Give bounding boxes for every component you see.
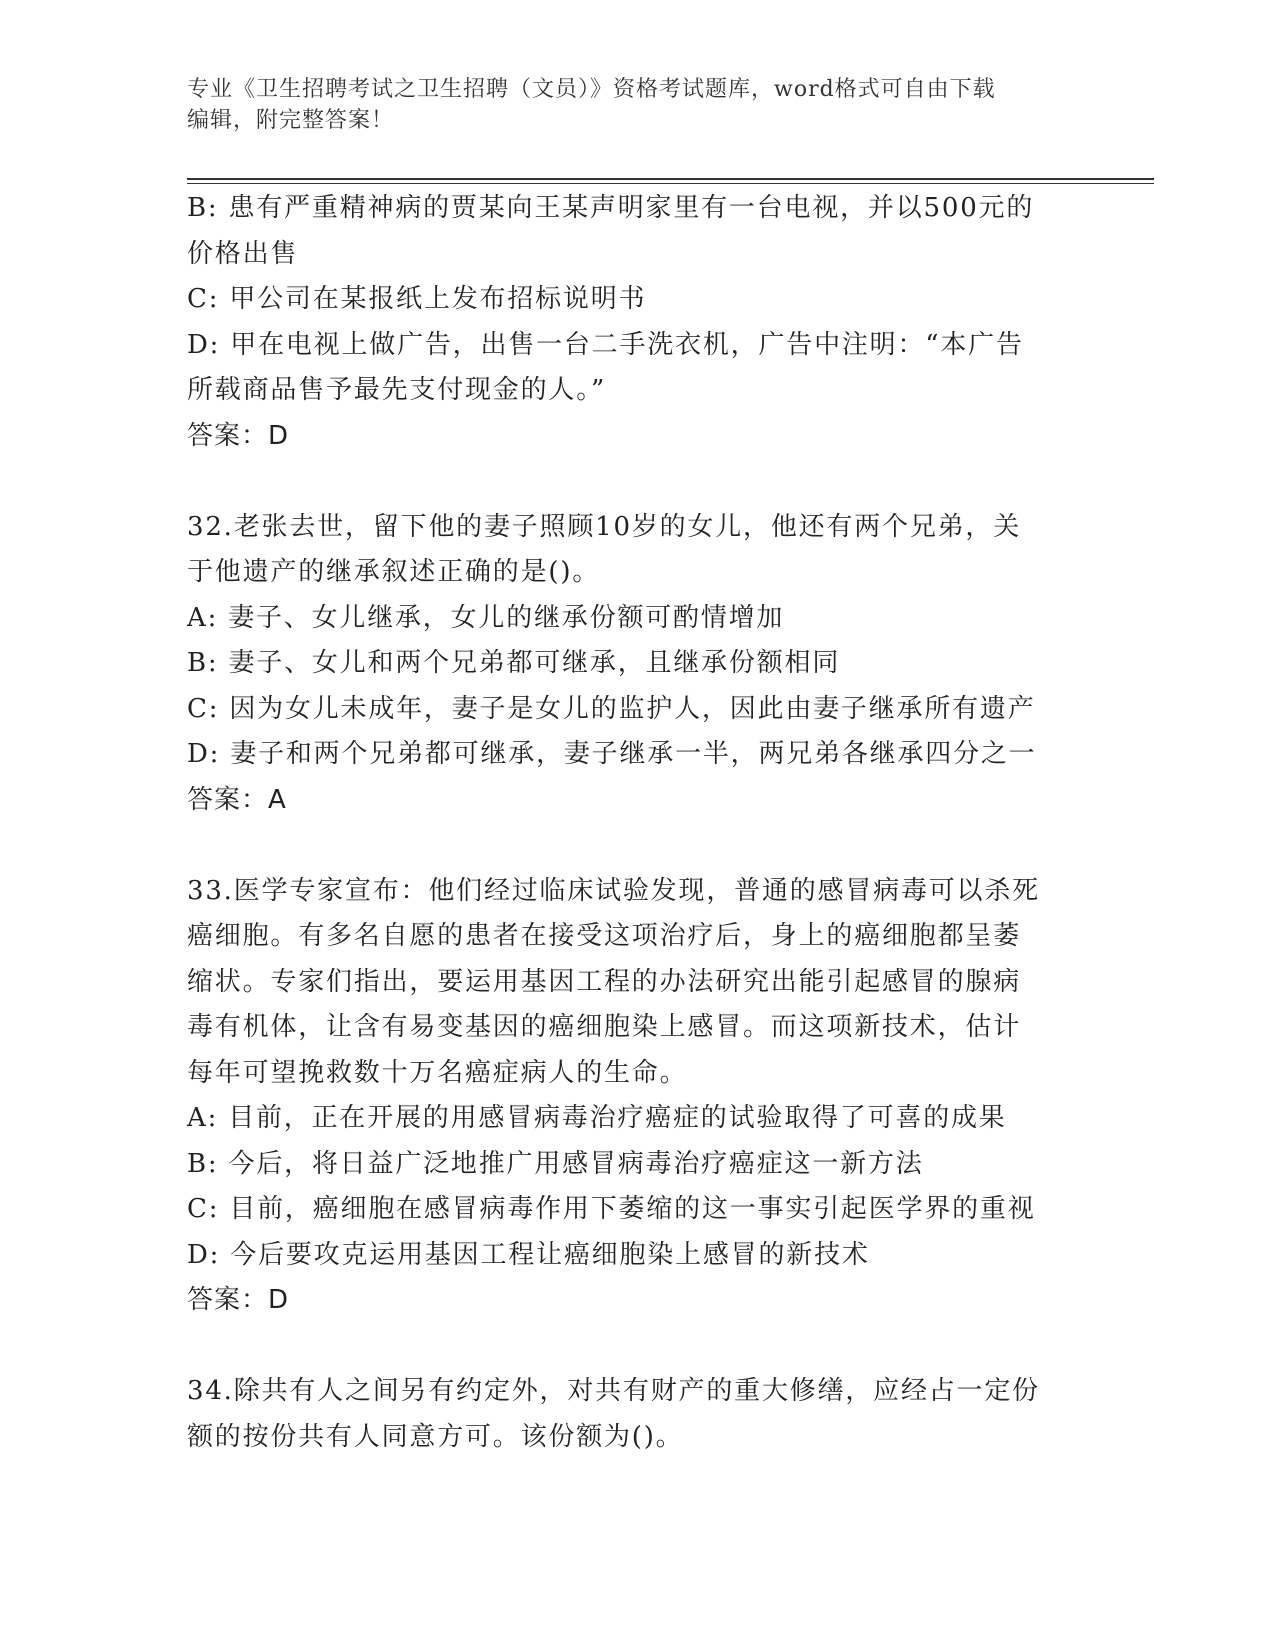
spacer xyxy=(187,823,1087,869)
question-31-continuation xyxy=(187,186,1087,459)
document-header xyxy=(187,74,1087,136)
question-33 xyxy=(187,869,1087,1324)
answer-31: 答案：D xyxy=(187,420,290,451)
question-stem-cont: 每年可望挽救数十万名癌症病人的生命。 xyxy=(187,1057,688,1088)
header-line-1: 专业《卫生招聘考试之卫生招聘（文员）》资格考试题库，word格式可自由下载 xyxy=(187,77,996,102)
option-d-cont: 所载商品售予最先支付现金的人。” xyxy=(187,375,607,405)
header-divider-thick xyxy=(187,178,1154,180)
question-stem: 34.除共有人之间另有约定外，对共有财产的重大修缮，应经占一定份 xyxy=(187,1376,1040,1406)
option-d: D: 今后要攻克运用基因工程让癌细胞染上感冒的新技术 xyxy=(187,1239,870,1270)
option-a: A: 目前，正在开展的用感冒病毒治疗癌症的试验取得了可喜的成果 xyxy=(187,1103,1007,1133)
option-b: B: 今后，将日益广泛地推广用感冒病毒治疗癌症这一新方法 xyxy=(187,1148,924,1179)
answer-33: 答案：D xyxy=(187,1285,290,1315)
option-b-cont: 价格出售 xyxy=(187,238,299,269)
question-stem: 32.老张去世，留下他的妻子照顾10岁的女儿，他还有两个兄弟，关 xyxy=(187,511,1022,542)
question-stem-cont: 毒有机体，让含有易变基因的癌细胞染上感冒。而这项新技术，估计 xyxy=(187,1012,1022,1042)
spacer xyxy=(187,1324,1087,1370)
option-c: C: 因为女儿未成年，妻子是女儿的监护人，因此由妻子继承所有遗产 xyxy=(187,693,1036,724)
header-divider-thin xyxy=(187,183,1154,184)
question-stem-cont: 癌细胞。有多名自愿的患者在接受这项治疗后，身上的癌细胞都呈萎 xyxy=(187,921,1022,951)
question-34 xyxy=(187,1369,1087,1460)
option-c: C: 甲公司在某报纸上发布招标说明书 xyxy=(187,284,647,314)
question-stem-cont: 缩状。专家们指出，要运用基因工程的办法研究出能引起感冒的腺病 xyxy=(187,966,1022,997)
option-a: A: 妻子、女儿继承，女儿的继承份额可酌情增加 xyxy=(187,602,785,633)
question-content xyxy=(187,186,1087,1460)
question-stem-cont: 额的按份共有人同意方可。该份额为()。 xyxy=(187,1421,684,1452)
option-c: C: 目前，癌细胞在感冒病毒作用下萎缩的这一事实引起医学界的重视 xyxy=(187,1194,1036,1224)
question-stem-cont: 于他遗产的继承叙述正确的是()。 xyxy=(187,557,601,587)
header-line-2: 编辑，附完整答案！ xyxy=(187,108,395,133)
spacer xyxy=(187,459,1087,505)
option-b: B: 妻子、女儿和两个兄弟都可继承，且继承份额相同 xyxy=(187,648,841,678)
question-stem: 33.医学专家宣布：他们经过临床试验发现，普通的感冒病毒可以杀死 xyxy=(187,875,1040,906)
option-d: D: 甲在电视上做广告，出售一台二手洗衣机，广告中注明：“本广告 xyxy=(187,329,1024,360)
option-b: B: 患有严重精神病的贾某向王某声明家里有一台电视，并以500元的 xyxy=(187,193,1035,223)
option-d: D: 妻子和两个兄弟都可继承，妻子继承一半，两兄弟各继承四分之一 xyxy=(187,739,1037,769)
answer-32: 答案：A xyxy=(187,784,287,815)
question-32 xyxy=(187,505,1087,824)
